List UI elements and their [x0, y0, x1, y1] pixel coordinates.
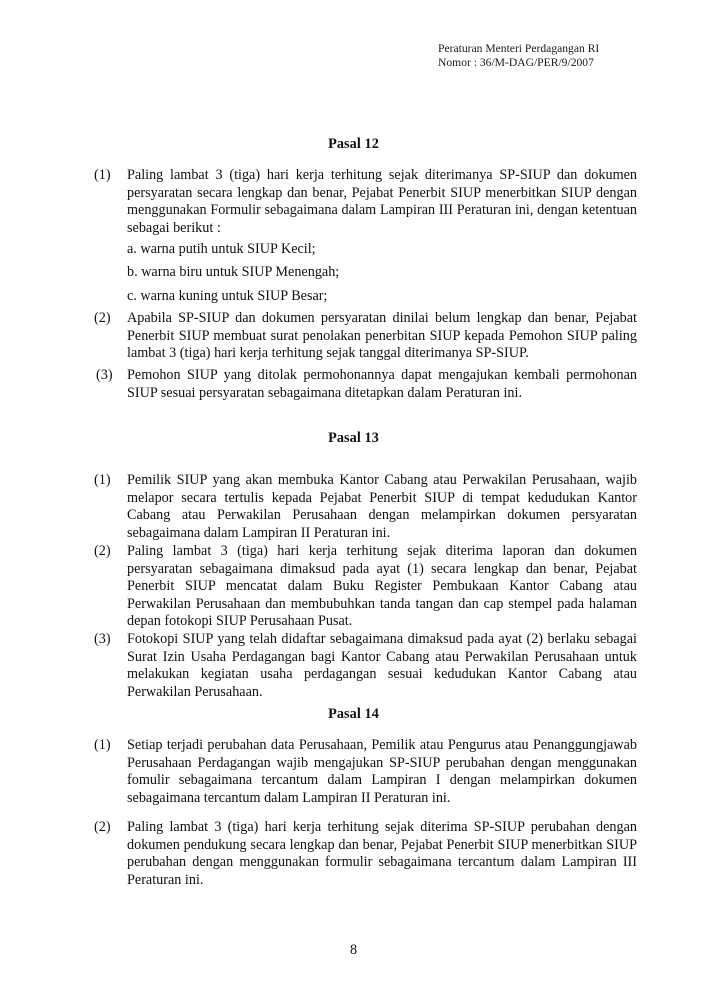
pasal-13-ayat-3 [94, 631, 637, 701]
ayat-number: (1) [94, 737, 111, 753]
ayat-text: Apabila SP-SIUP dan dokumen persyaratan dinilai belum lengkap dan benar, Pejabat Penerbit SIUP membuat surat penolakan penerbitan SIUP kepada Pemohon SIUP paling lambat 3 (tiga) hari kerja terhitung sejak tanggal diterimanya SP-SIUP. [127, 310, 637, 362]
pasal-13-ayat-2 [94, 543, 637, 631]
ayat-number: (3) [94, 631, 111, 647]
ayat-text: Fotokopi SIUP yang telah didaftar sebagaimana dimaksud pada ayat (2) berlaku sebagai Surat Izin Usaha Perdagangan bagi Kantor Cabang atau Perwakilan Perusahaan untuk melakukan kegiatan usaha perdagangan sesuai kedudukan Kantor Cabang atau Perwakilan Perusahaan. [127, 631, 637, 700]
regulation-title: Peraturan Menteri Perdagangan RI [438, 42, 600, 55]
pasal-12-ayat-2 [94, 310, 637, 363]
ayat-text: Paling lambat 3 (tiga) hari kerja terhitung sejak diterimanya SP-SIUP dan dokumen persyaratan secara lengkap dan benar, Pejabat Penerbit SIUP menerbitkan SIUP dengan menggunakan Formulir sebagaimana dalam Lampiran III Peraturan ini, dengan ketentuan sebagai berikut : [127, 167, 637, 236]
ayat-number: (3) [96, 367, 113, 383]
ayat-number: (1) [94, 472, 111, 488]
pasal-12-ayat-3 [94, 367, 637, 402]
ayat-number: (2) [94, 819, 111, 835]
pasal-12-subitem-c: c. warna kuning untuk SIUP Besar; [127, 288, 328, 304]
pasal-13-ayat-1 [94, 472, 637, 542]
ayat-number: (2) [94, 310, 111, 326]
pasal-12-subitem-a: a. warna putih untuk SIUP Kecil; [127, 241, 316, 257]
ayat-text: Setiap terjadi perubahan data Perusahaan, Pemilik atau Pengurus atau Penanggungjawab Perusahaan Perdagangan wajib mengajukan SP-SIUP perubahan dengan menggunakan fomulir sebagaimana tercantum dalam Lampiran I dengan melampirkan dokumen sebagaimana tercantum dalam Lampiran II Peraturan ini. [127, 737, 637, 806]
pasal-12-ayat-1 [94, 167, 637, 237]
page-number: 8 [349, 942, 358, 958]
pasal-14-ayat-1 [94, 737, 637, 807]
ayat-text: Pemilik SIUP yang akan membuka Kantor Cabang atau Perwakilan Perusahaan, wajib melapor secara tertulis kepada Pejabat Penerbit SIUP di tempat kedudukan Kantor Cabang atau Perwakilan Perusahaan dengan melampirkan dokumen persyaratan sebagaimana dalam Lampiran II Peraturan ini. [127, 472, 637, 541]
document-header [438, 42, 599, 70]
pasal-14-ayat-2 [94, 819, 637, 889]
ayat-text: Paling lambat 3 (tiga) hari kerja terhitung sejak diterima SP-SIUP perubahan dengan dokumen pendukung secara lengkap dan benar, Pejabat Penerbit SIUP menerbitkan SIUP perubahan dengan menggunakan formulir sebagaimana tercantum dalam Lampiran III Peraturan ini. [127, 819, 637, 888]
pasal-12-title: Pasal 12 [328, 136, 379, 152]
ayat-number: (1) [94, 167, 111, 183]
pasal-14-title: Pasal 14 [328, 706, 379, 722]
regulation-number: Nomor : 36/M-DAG/PER/9/2007 [438, 56, 594, 69]
pasal-13-title: Pasal 13 [328, 430, 379, 446]
ayat-text: Pemohon SIUP yang ditolak permohonannya dapat mengajukan kembali permohonan SIUP sesuai persyaratan sebagaimana ditetapkan dalam Peraturan ini. [127, 367, 637, 401]
pasal-12-subitem-b: b. warna biru untuk SIUP Menengah; [127, 264, 340, 280]
ayat-number: (2) [94, 543, 111, 559]
ayat-text: Paling lambat 3 (tiga) hari kerja terhitung sejak diterima laporan dan dokumen persyaratan sebagaimana dimaksud pada ayat (1) secara lengkap dan benar, Pejabat Penerbit SIUP mencatat dalam Buku Register Pembukaan Kantor Cabang atau Perwakilan Perusahaan dan membubuhkan tanda tangan dan cap stempel pada halaman depan fotokopi SIUP Perusahaan Pusat. [127, 543, 637, 630]
